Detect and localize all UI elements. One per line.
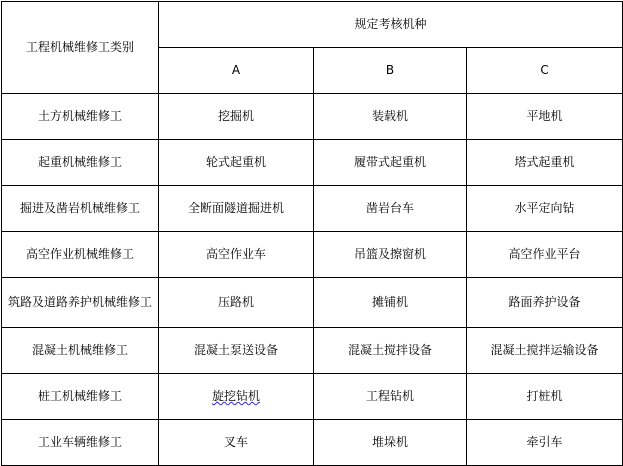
cell-a: 高空作业车 bbox=[159, 232, 314, 278]
cell-c: 塔式起重机 bbox=[467, 140, 623, 186]
cell-b: 工程钻机 bbox=[314, 374, 467, 420]
cell-c: 平地机 bbox=[467, 94, 623, 140]
cell-category: 桩工机械维修工 bbox=[2, 374, 159, 420]
cell-category: 掘进及凿岩机械维修工 bbox=[2, 186, 159, 232]
header-col-c: C bbox=[467, 48, 623, 94]
cell-c: 打桩机 bbox=[467, 374, 623, 420]
cell-a: 挖掘机 bbox=[159, 94, 314, 140]
table-row bbox=[2, 94, 623, 140]
cell-a: 混凝土泵送设备 bbox=[159, 328, 314, 374]
table-row bbox=[2, 140, 623, 186]
table-row bbox=[2, 278, 623, 328]
cell-b: 装载机 bbox=[314, 94, 467, 140]
cell-category: 工业车辆维修工 bbox=[2, 420, 159, 466]
cell-a: 轮式起重机 bbox=[159, 140, 314, 186]
cell-b: 摊铺机 bbox=[314, 278, 467, 328]
cell-category: 起重机械维修工 bbox=[2, 140, 159, 186]
header-col-a: A bbox=[159, 48, 314, 94]
cell-category: 土方机械维修工 bbox=[2, 94, 159, 140]
table-row bbox=[2, 328, 623, 374]
cell-a: 全断面隧道掘进机 bbox=[159, 186, 314, 232]
cell-a: 压路机 bbox=[159, 278, 314, 328]
header-col-b: B bbox=[314, 48, 467, 94]
table-row bbox=[2, 420, 623, 466]
cell-category: 混凝土机械维修工 bbox=[2, 328, 159, 374]
cell-category: 筑路及道路养护机械维修工 bbox=[2, 278, 159, 328]
table-row bbox=[2, 232, 623, 278]
table-row bbox=[2, 186, 623, 232]
cell-c: 路面养护设备 bbox=[467, 278, 623, 328]
header-group-label: 规定考核机种 bbox=[159, 2, 623, 48]
assessment-table bbox=[1, 1, 623, 466]
cell-c: 水平定向钻 bbox=[467, 186, 623, 232]
cell-b: 混凝土搅拌设备 bbox=[314, 328, 467, 374]
cell-c: 高空作业平台 bbox=[467, 232, 623, 278]
header-category-label: 工程机械维修工类别 bbox=[2, 2, 159, 94]
cell-a bbox=[159, 374, 314, 420]
cell-c: 牵引车 bbox=[467, 420, 623, 466]
cell-b: 履带式起重机 bbox=[314, 140, 467, 186]
cell-b: 凿岩台车 bbox=[314, 186, 467, 232]
cell-a: 叉车 bbox=[159, 420, 314, 466]
cell-c: 混凝土搅拌运输设备 bbox=[467, 328, 623, 374]
table-row bbox=[2, 374, 623, 420]
cell-b: 吊篮及擦窗机 bbox=[314, 232, 467, 278]
cell-category: 高空作业机械维修工 bbox=[2, 232, 159, 278]
rotary-drilling-rig-link[interactable]: 旋挖钻机 bbox=[211, 388, 260, 403]
cell-b: 堆垛机 bbox=[314, 420, 467, 466]
